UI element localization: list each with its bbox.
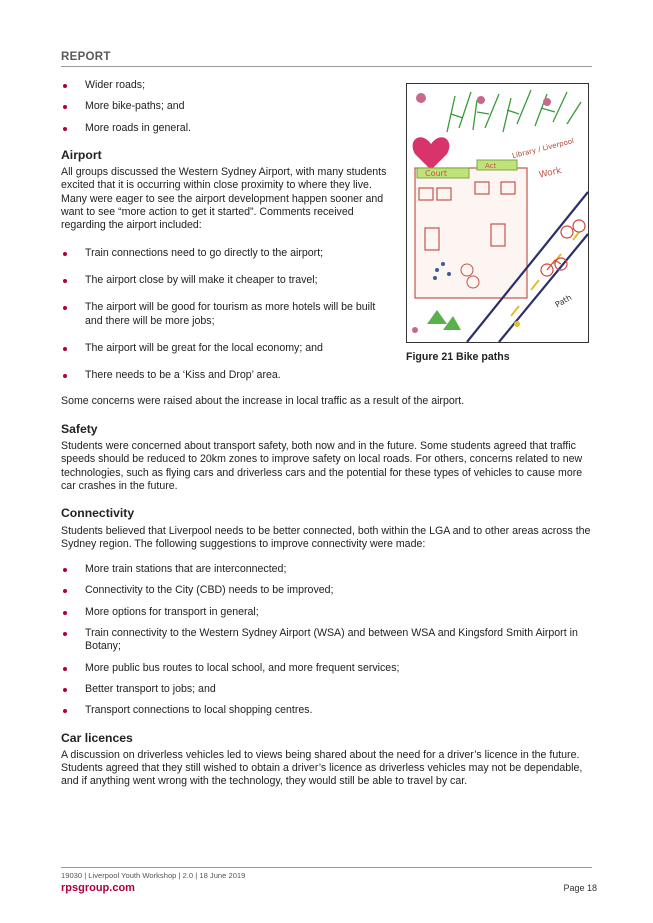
- bike-paths-drawing: [406, 83, 589, 343]
- list-item: Train connections need to go directly to the airport;: [61, 247, 391, 260]
- airport-closing: Some concerns were raised about the increase in local traffic as a result of the airport.: [61, 395, 465, 408]
- intro-bullet-list: [61, 79, 391, 135]
- connectivity-bullet-list: [61, 563, 591, 717]
- car-licences-text: A discussion on driverless vehicles led to views being shared about the need for a driver’s licence in the future. Students agreed that they still wished to obtain a driver’s licence as driverless vehicles may not be dependable, and if anything went wrong with the technology, they would still be able to travel by car.: [61, 748, 583, 788]
- header-divider: [61, 66, 592, 67]
- connectivity-heading: Connectivity: [61, 506, 135, 521]
- safety-text: Students were concerned about transport safety, both now and in the future. Some students agreed that traffic speeds should be reduced to 20km zones to improve safety on local roads. For others, concerns related to new technologies, such as flying cars and driverless cars and the potential for these types of vehicles to cause more car crashes in the future.: [61, 440, 583, 492]
- page-number: Page 18: [563, 883, 597, 893]
- drawing-label: Court: [425, 169, 447, 178]
- brand-link[interactable]: rpsgroup.com: [61, 882, 135, 894]
- airport-bullet-list: [61, 247, 391, 383]
- connectivity-intro: Students believed that Liverpool needs to be better connected, both within the LGA and to other areas across the Sydney region. The following suggestions to improve connectivity were made:: [61, 524, 591, 550]
- figure-caption: Figure 21 Bike paths: [406, 351, 510, 363]
- list-item: Train connectivity to the Western Sydney Airport (WSA) and between WSA and Kingsford Smith Airport in Botany;: [61, 627, 591, 654]
- list-item: More options for transport in general;: [61, 606, 591, 619]
- list-item: The airport will be good for tourism as more hotels will be built and there will be more jobs;: [61, 301, 391, 328]
- list-item: More train stations that are interconnected;: [61, 563, 591, 576]
- list-item: The airport will be great for the local economy; and: [61, 342, 391, 355]
- list-item: More public bus routes to local school, and more frequent services;: [61, 662, 591, 675]
- airport-intro: All groups discussed the Western Sydney Airport, with many students excited that it is occurring within close proximity to where they live. Many were eager to see the airport development happen sooner and want to see “more action to get it started”. Comments received regarding the airport included:: [61, 166, 387, 232]
- drawing-label: Act: [485, 162, 497, 170]
- list-item: Wider roads;: [61, 79, 391, 92]
- car-licences-heading: Car licences: [61, 730, 133, 745]
- list-item: Connectivity to the City (CBD) needs to be improved;: [61, 584, 591, 597]
- list-item: More roads in general.: [61, 122, 391, 135]
- list-item: Transport connections to local shopping centres.: [61, 704, 591, 717]
- list-item: Better transport to jobs; and: [61, 683, 591, 696]
- drawing-label: Work: [538, 166, 563, 181]
- footer-divider: [61, 867, 592, 868]
- airport-heading: Airport: [61, 147, 102, 162]
- footer-meta: 19030 | Liverpool Youth Workshop | 2.0 | 18 June 2019: [61, 871, 246, 880]
- list-item: More bike-paths; and: [61, 100, 391, 113]
- report-header: REPORT: [61, 51, 111, 63]
- safety-heading: Safety: [61, 421, 98, 436]
- list-item: The airport close by will make it cheaper to travel;: [61, 274, 391, 287]
- list-item: There needs to be a ‘Kiss and Drop’ area.: [61, 369, 391, 382]
- drawing-label: Path: [553, 292, 574, 310]
- drawing-label: Library / Liverpool: [511, 137, 575, 161]
